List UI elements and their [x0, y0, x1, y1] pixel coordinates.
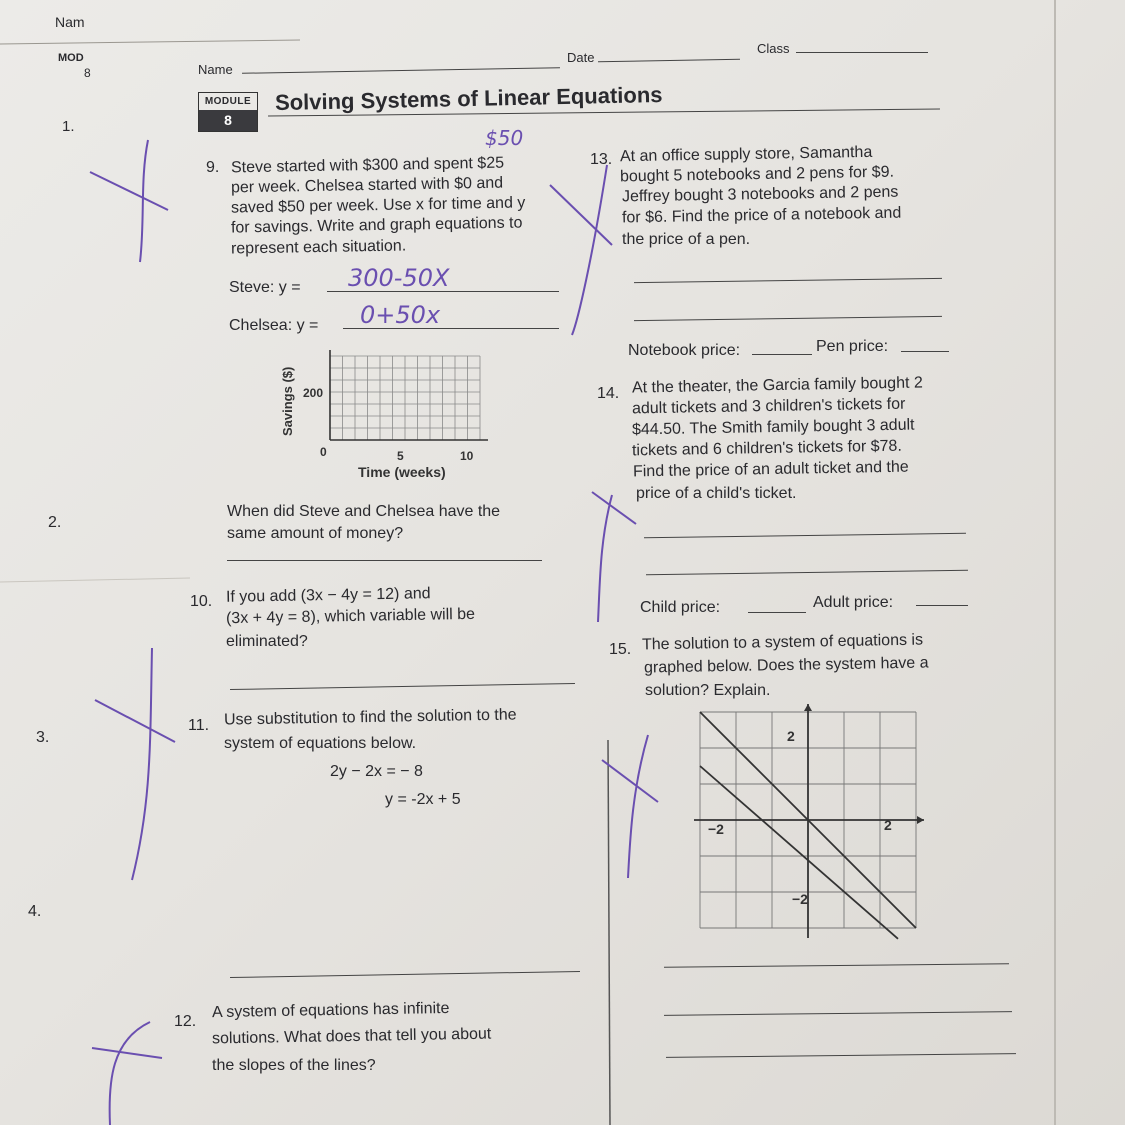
pen-cross-q15	[602, 760, 658, 802]
pen-price-label: Pen price:	[816, 338, 889, 355]
q14-number: 14.	[597, 385, 620, 402]
chelsea-label: Chelsea: y =	[229, 317, 319, 334]
q14-line-3: $44.50. The Smith family bought 3 adult	[631, 416, 915, 439]
q9-question-line-2: same amount of money?	[227, 525, 404, 542]
q10-number: 10.	[190, 593, 213, 610]
pen-stroke-q13	[572, 165, 607, 335]
q13-line-5: the price of a pen.	[622, 231, 751, 248]
torn-edge-line-2	[0, 578, 190, 582]
q12-line-3: the slopes of the lines?	[212, 1057, 376, 1074]
margin-pen-cross-3	[92, 1048, 162, 1058]
x-tick-0: 0	[320, 445, 327, 459]
q14-line-2: adult tickets and 3 children's tickets for	[631, 395, 906, 418]
child-price-label: Child price:	[640, 599, 721, 616]
margin-pen-cross-2	[95, 700, 175, 742]
q9-line-4: for savings. Write and graph equations to	[230, 214, 523, 237]
q9-handwritten-correction: $50	[485, 126, 524, 150]
x-tick-5: 5	[397, 449, 404, 463]
prev-page-name-fragment: Nam	[55, 14, 85, 30]
q11-equation-2: y = -2x + 5	[385, 791, 461, 808]
q11-equation-1: 2y − 2x = − 8	[330, 763, 423, 780]
prev-item-1: 1.	[62, 118, 75, 135]
margin-pen-bracket-1	[140, 140, 148, 262]
q15-x-tick-neg2: −2	[708, 821, 724, 837]
class-label: Class	[757, 41, 790, 56]
q11-number: 11.	[188, 717, 210, 734]
q13-line-1: At an office supply store, Samantha	[619, 143, 873, 166]
q12-line-1: A system of equations has infinite	[211, 999, 450, 1022]
q13-line-4: for $6. Find the price of a notebook and	[621, 204, 902, 227]
q9-line-2: per week. Chelsea started with $0 and	[230, 174, 504, 197]
q9-line-1: Steve started with $300 and spent $25	[230, 154, 505, 177]
q14-line-6: price of a child's ticket.	[636, 485, 797, 502]
q9-question-line-1: When did Steve and Chelsea have the	[227, 503, 501, 520]
margin-pen-bracket-3	[110, 1022, 150, 1125]
q13-line-2: bought 5 notebooks and 2 pens for $9.	[619, 163, 895, 186]
q13-line-3: Jeffrey bought 3 notebooks and 2 pens	[621, 183, 899, 206]
prev-page-mod-fragment: MOD	[58, 52, 84, 64]
y-tick-200: 200	[303, 386, 324, 400]
pen-stroke-q15	[628, 735, 648, 878]
chelsea-answer: 0+50x	[360, 301, 441, 329]
pen-stroke-q14	[598, 495, 612, 622]
q9-line-5: represent each situation.	[230, 237, 407, 258]
q15-number: 15.	[609, 641, 632, 658]
prev-item-2: 2.	[48, 514, 62, 531]
q14-line-5: Find the price of an adult ticket and the	[632, 458, 909, 481]
q11-line-2: system of equations below.	[224, 735, 417, 752]
pen-cross-q14	[592, 492, 636, 524]
torn-edge-line	[0, 40, 300, 44]
q11-line-1: Use substitution to find the solution to the	[223, 706, 517, 729]
q9-number: 9.	[206, 159, 220, 176]
x-tick-10: 10	[460, 449, 474, 463]
q15-y-tick-neg2: −2	[792, 891, 808, 907]
q14-line-1: At the theater, the Garcia family bought 2	[631, 374, 923, 397]
prev-item-4: 4.	[28, 903, 42, 920]
adult-price-label: Adult price:	[813, 594, 894, 611]
name-label: Name	[198, 62, 233, 77]
steve-answer: 300-50X	[348, 264, 450, 292]
q9-line-3: saved $50 per week. Use x for time and y	[230, 194, 526, 217]
q15-x-tick-pos2: 2	[884, 817, 892, 833]
column-fold-line	[608, 740, 610, 1125]
notebook-price-label: Notebook price:	[628, 342, 741, 359]
margin-pen-cross-1	[90, 172, 168, 210]
savings-x-axis-label: Time (weeks)	[358, 464, 446, 480]
q15-y-tick-pos2: 2	[787, 728, 795, 744]
steve-label: Steve: y =	[229, 279, 301, 296]
margin-pen-bracket-2	[132, 648, 152, 880]
savings-y-axis-label: Savings ($)	[280, 366, 295, 436]
q15-line-1: The solution to a system of equations is	[641, 631, 924, 654]
q14-line-4: tickets and 6 children's tickets for $78.	[631, 437, 902, 460]
q15-line-3: solution? Explain.	[645, 682, 771, 699]
prev-page-mod-number: 8	[84, 66, 91, 80]
q15-line-2: graphed below. Does the system have a	[643, 654, 929, 677]
date-label: Date	[567, 50, 595, 65]
q10-line-2: (3x + 4y = 8), which variable will be	[225, 605, 476, 628]
module-number: 8	[199, 110, 257, 131]
prev-item-3: 3.	[36, 729, 50, 746]
q12-line-2: solutions. What does that tell you about	[211, 1025, 492, 1048]
q12-number: 12.	[174, 1013, 197, 1030]
q10-line-1: If you add (3x − 4y = 12) and	[225, 585, 431, 606]
q10-line-3: eliminated?	[226, 633, 308, 650]
page-title: Solving Systems of Linear Equations	[274, 81, 663, 116]
module-label: MODULE	[204, 96, 252, 107]
q13-number: 13.	[590, 151, 613, 168]
